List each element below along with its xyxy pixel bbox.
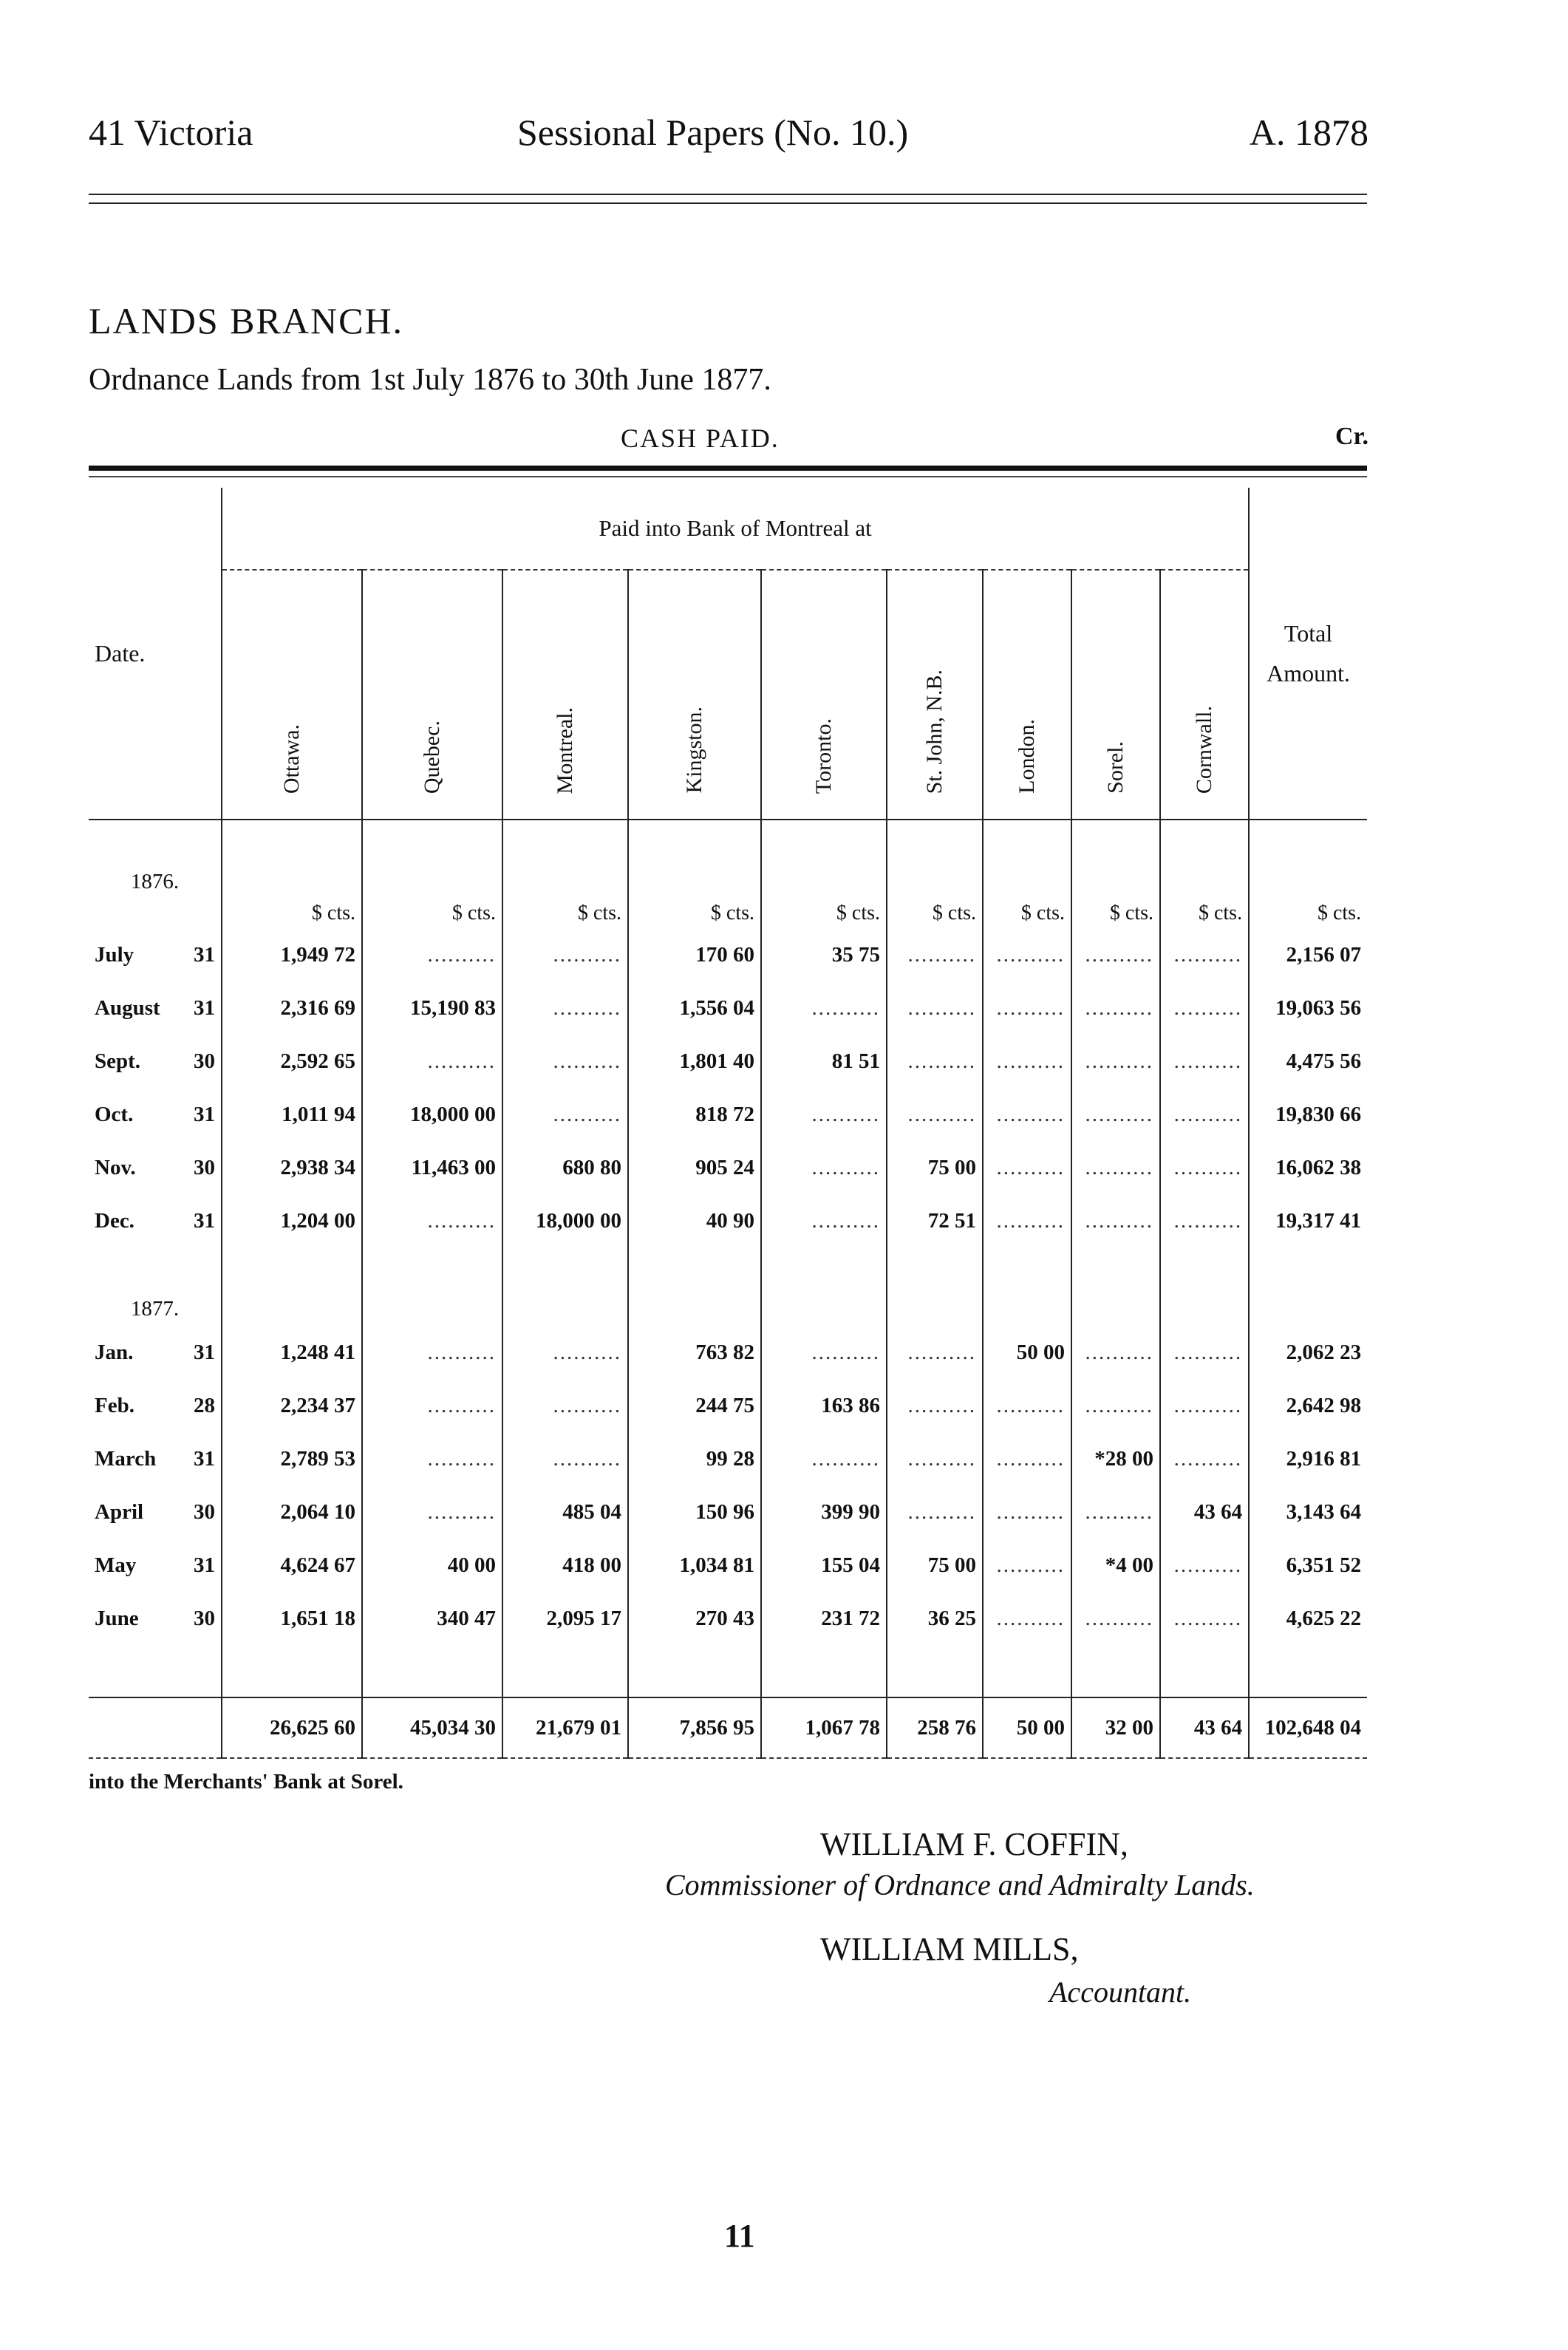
totals-row <box>89 1697 1367 1758</box>
empty-cell: .......... <box>362 1035 502 1088</box>
signature-name-1: WILLIAM F. COFFIN, <box>820 1826 1128 1862</box>
empty-cell: .......... <box>983 1432 1071 1485</box>
table-row <box>89 1592 1367 1645</box>
empty-cell: .......... <box>1071 928 1160 981</box>
row-total-cell: 2,916 81 <box>1249 1432 1367 1485</box>
amount-cell: 818 72 <box>628 1088 761 1141</box>
amount-label: Amount. <box>1267 660 1351 687</box>
empty-cell: .......... <box>502 1326 628 1379</box>
empty-cell: .......... <box>502 1432 628 1485</box>
table-row <box>89 1379 1367 1432</box>
amount-cell: *4 00 <box>1071 1539 1160 1592</box>
empty-cell: .......... <box>502 928 628 981</box>
unit-label: $ cts. <box>222 899 362 928</box>
amount-cell: 35 75 <box>761 928 887 981</box>
row-total-cell: 19,317 41 <box>1249 1194 1367 1247</box>
empty-cell: .......... <box>1160 981 1249 1035</box>
month-label: March <box>95 1446 157 1471</box>
signature-title-1: Commissioner of Ordnance and Admiralty Lands. <box>665 1868 1255 1901</box>
day-label: 30 <box>194 1155 215 1179</box>
row-total-cell: 19,063 56 <box>1249 981 1367 1035</box>
bank-kingston: Kingston. <box>682 706 706 794</box>
date-cell <box>89 1141 222 1194</box>
amount-cell: 40 00 <box>362 1539 502 1592</box>
empty-cell: .......... <box>1160 1194 1249 1247</box>
empty-cell: .......... <box>1160 928 1249 981</box>
table-row <box>89 1485 1367 1539</box>
amount-cell: 2,234 37 <box>222 1379 362 1432</box>
empty-cell: .......... <box>761 1088 887 1141</box>
month-label: August <box>95 995 160 1020</box>
month-label: Dec. <box>95 1208 134 1233</box>
row-total-cell: 2,156 07 <box>1249 928 1367 981</box>
row-total-cell: 4,475 56 <box>1249 1035 1367 1088</box>
empty-cell: .......... <box>362 1379 502 1432</box>
month-label: Feb. <box>95 1393 134 1417</box>
day-label: 30 <box>194 1049 215 1073</box>
amount-cell: 270 43 <box>628 1592 761 1645</box>
date-cell <box>89 1088 222 1141</box>
subtitle: Ordnance Lands from 1st July 1876 to 30th June 1877. <box>89 363 771 397</box>
amount-cell: 418 00 <box>502 1539 628 1592</box>
empty-cell: .......... <box>983 1539 1071 1592</box>
table-top-rule <box>89 466 1367 477</box>
bank-name-row <box>89 570 1367 819</box>
empty-cell: .......... <box>1160 1326 1249 1379</box>
empty-cell: .......... <box>362 1432 502 1485</box>
empty-cell: .......... <box>1160 1141 1249 1194</box>
date-cell <box>89 1432 222 1485</box>
branch-title: LANDS BRANCH. <box>89 300 404 341</box>
date-cell <box>89 1485 222 1539</box>
row-total-cell: 4,625 22 <box>1249 1592 1367 1645</box>
amount-cell: 50 00 <box>983 1326 1071 1379</box>
amount-cell: 2,095 17 <box>502 1592 628 1645</box>
amount-cell: 75 00 <box>887 1539 983 1592</box>
empty-cell: .......... <box>502 1088 628 1141</box>
month-label: Sept. <box>95 1049 141 1073</box>
empty-cell: .......... <box>887 1379 983 1432</box>
row-total-cell: 16,062 38 <box>1249 1141 1367 1194</box>
column-total-cell: 258 76 <box>887 1697 983 1758</box>
empty-cell: .......... <box>887 981 983 1035</box>
unit-label: $ cts. <box>362 899 502 928</box>
year-1876: 1876. <box>130 870 180 893</box>
empty-cell: .......... <box>761 981 887 1035</box>
amount-cell: 2,592 65 <box>222 1035 362 1088</box>
empty-cell: .......... <box>983 1194 1071 1247</box>
grand-total-cell: 102,648 04 <box>1249 1697 1367 1758</box>
empty-cell: .......... <box>1160 1432 1249 1485</box>
table-row <box>89 1326 1367 1379</box>
empty-cell: .......... <box>1071 981 1160 1035</box>
amount-cell: 763 82 <box>628 1326 761 1379</box>
table-row <box>89 1432 1367 1485</box>
empty-cell: .......... <box>983 1141 1071 1194</box>
unit-label: $ cts. <box>887 899 983 928</box>
empty-cell: .......... <box>1160 1088 1249 1141</box>
amount-cell: 231 72 <box>761 1592 887 1645</box>
amount-cell: 244 75 <box>628 1379 761 1432</box>
empty-cell: .......... <box>983 1379 1071 1432</box>
amount-cell: 399 90 <box>761 1485 887 1539</box>
day-label: 31 <box>194 995 215 1020</box>
amount-cell: 15,190 83 <box>362 981 502 1035</box>
empty-cell: .......... <box>1160 1379 1249 1432</box>
page-number: 11 <box>724 2218 755 2254</box>
column-total-cell: 50 00 <box>983 1697 1071 1758</box>
month-label: Jan. <box>95 1340 134 1364</box>
amount-cell: 1,248 41 <box>222 1326 362 1379</box>
amount-cell: 18,000 00 <box>502 1194 628 1247</box>
month-label: July <box>95 942 134 967</box>
bank-st-john: St. John, N.B. <box>922 669 947 794</box>
pre-total-separator <box>89 1645 1367 1697</box>
day-label: 31 <box>194 1208 215 1233</box>
date-cell <box>89 1539 222 1592</box>
empty-cell: .......... <box>1071 1141 1160 1194</box>
month-label: Nov. <box>95 1155 136 1179</box>
empty-cell: .......... <box>983 1035 1071 1088</box>
amount-cell: 2,789 53 <box>222 1432 362 1485</box>
amount-cell: 155 04 <box>761 1539 887 1592</box>
unit-label: $ cts. <box>502 899 628 928</box>
amount-cell: 485 04 <box>502 1485 628 1539</box>
empty-cell: .......... <box>887 1432 983 1485</box>
month-label: June <box>95 1606 139 1630</box>
amount-cell: 1,801 40 <box>628 1035 761 1088</box>
empty-cell: .......... <box>1071 1592 1160 1645</box>
amount-cell: 680 80 <box>502 1141 628 1194</box>
day-label: 28 <box>194 1393 215 1417</box>
footnote: into the Merchants' Bank at Sorel. <box>89 1770 403 1794</box>
day-label: 31 <box>194 1553 215 1577</box>
unit-label: $ cts. <box>761 899 887 928</box>
empty-cell: .......... <box>761 1326 887 1379</box>
bank-cornwall: Cornwall. <box>1192 705 1217 794</box>
amount-cell: 81 51 <box>761 1035 887 1088</box>
table-row <box>89 1088 1367 1141</box>
column-total-cell: 7,856 95 <box>628 1697 761 1758</box>
column-total-cell: 32 00 <box>1071 1697 1160 1758</box>
bank-london: London. <box>1015 719 1039 794</box>
amount-cell: 1,949 72 <box>222 928 362 981</box>
table-row <box>89 1194 1367 1247</box>
amount-cell: 40 90 <box>628 1194 761 1247</box>
amount-cell: 2,938 34 <box>222 1141 362 1194</box>
bank-montreal: Montreal. <box>553 706 577 794</box>
bank-quebec: Quebec. <box>420 720 444 794</box>
amount-cell: 18,000 00 <box>362 1088 502 1141</box>
date-cell <box>89 1035 222 1088</box>
table-row <box>89 1035 1367 1088</box>
unit-label: $ cts. <box>983 899 1071 928</box>
bank-toronto: Toronto. <box>811 718 836 794</box>
year-1877: 1877. <box>130 1297 180 1321</box>
empty-cell: .......... <box>983 1088 1071 1141</box>
amount-cell: 1,556 04 <box>628 981 761 1035</box>
empty-cell: .......... <box>362 1194 502 1247</box>
amount-cell: 1,204 00 <box>222 1194 362 1247</box>
bank-ottawa: Ottawa. <box>279 723 304 794</box>
month-label: May <box>95 1553 137 1577</box>
empty-cell: .......... <box>983 928 1071 981</box>
amount-cell: 2,316 69 <box>222 981 362 1035</box>
empty-cell: .......... <box>502 1035 628 1088</box>
empty-cell: .......... <box>1160 1035 1249 1088</box>
empty-cell: .......... <box>983 1485 1071 1539</box>
day-label: 31 <box>194 1446 215 1471</box>
empty-cell: .......... <box>502 1379 628 1432</box>
empty-cell: .......... <box>887 928 983 981</box>
empty-cell: .......... <box>1071 1194 1160 1247</box>
empty-cell: .......... <box>1071 1035 1160 1088</box>
amount-cell: 2,064 10 <box>222 1485 362 1539</box>
date-cell <box>89 1379 222 1432</box>
amount-cell: 170 60 <box>628 928 761 981</box>
unit-label: $ cts. <box>628 899 761 928</box>
empty-cell: .......... <box>887 1035 983 1088</box>
date-cell <box>89 928 222 981</box>
date-cell <box>89 1194 222 1247</box>
row-total-cell: 6,351 52 <box>1249 1539 1367 1592</box>
empty-cell: .......... <box>362 928 502 981</box>
amount-cell: *28 00 <box>1071 1432 1160 1485</box>
units-row <box>89 899 1367 928</box>
column-total-cell: 21,679 01 <box>502 1697 628 1758</box>
empty-cell: .......... <box>983 1592 1071 1645</box>
column-total-cell: 26,625 60 <box>222 1697 362 1758</box>
date-cell <box>89 1592 222 1645</box>
header-double-rule <box>89 194 1367 204</box>
column-total-cell: 45,034 30 <box>362 1697 502 1758</box>
totals-label-cell <box>89 1697 222 1758</box>
amount-cell: 1,651 18 <box>222 1592 362 1645</box>
table-row <box>89 981 1367 1035</box>
header-left: 41 Victoria <box>89 112 253 153</box>
paid-into-header: Paid into Bank of Montreal at <box>222 488 1249 570</box>
empty-cell: .......... <box>1160 1592 1249 1645</box>
bank-sorel: Sorel. <box>1103 741 1128 794</box>
signature-name-2: WILLIAM MILLS, <box>820 1931 1079 1967</box>
amount-cell: 905 24 <box>628 1141 761 1194</box>
unit-label: $ cts. <box>1071 899 1160 928</box>
amount-cell: 1,034 81 <box>628 1539 761 1592</box>
day-label: 30 <box>194 1499 215 1524</box>
amount-cell: 1,011 94 <box>222 1088 362 1141</box>
year-row-1876 <box>89 820 1367 899</box>
empty-cell: .......... <box>502 981 628 1035</box>
empty-cell: .......... <box>887 1326 983 1379</box>
table-row <box>89 1141 1367 1194</box>
empty-cell: .......... <box>362 1485 502 1539</box>
amount-cell: 75 00 <box>887 1141 983 1194</box>
empty-cell: .......... <box>761 1432 887 1485</box>
row-total-cell: 2,062 23 <box>1249 1326 1367 1379</box>
date-header: Date. <box>95 639 146 667</box>
amount-cell: 163 86 <box>761 1379 887 1432</box>
unit-label: $ cts. <box>1249 899 1367 928</box>
amount-cell: 11,463 00 <box>362 1141 502 1194</box>
date-cell <box>89 1326 222 1379</box>
date-cell <box>89 981 222 1035</box>
table-row <box>89 1539 1367 1592</box>
unit-label: $ cts. <box>1160 899 1249 928</box>
table-body <box>89 820 1367 1759</box>
empty-cell: .......... <box>761 1141 887 1194</box>
cash-paid-table <box>89 488 1367 1759</box>
total-label: Total <box>1284 619 1333 647</box>
amount-cell: 72 51 <box>887 1194 983 1247</box>
empty-cell: .......... <box>887 1088 983 1141</box>
cash-paid-label: CASH PAID. <box>621 423 780 453</box>
empty-cell: .......... <box>1071 1088 1160 1141</box>
amount-cell: 150 96 <box>628 1485 761 1539</box>
empty-cell: .......... <box>761 1194 887 1247</box>
day-label: 31 <box>194 1102 215 1126</box>
empty-cell: .......... <box>1160 1539 1249 1592</box>
empty-cell: .......... <box>362 1326 502 1379</box>
month-label: Oct. <box>95 1102 134 1126</box>
amount-cell: 43 64 <box>1160 1485 1249 1539</box>
row-total-cell: 3,143 64 <box>1249 1485 1367 1539</box>
empty-cell: .......... <box>1071 1379 1160 1432</box>
header-right: A. 1878 <box>1249 112 1368 153</box>
signature-title-2: Accountant. <box>1049 1975 1192 2009</box>
day-label: 31 <box>194 942 215 967</box>
column-total-cell: 1,067 78 <box>761 1697 887 1758</box>
year-row-1877 <box>89 1247 1367 1326</box>
row-total-cell: 2,642 98 <box>1249 1379 1367 1432</box>
empty-cell: .......... <box>887 1485 983 1539</box>
total-amount-header <box>1249 488 1367 819</box>
credit-label: Cr. <box>1334 423 1368 450</box>
amount-cell: 36 25 <box>887 1592 983 1645</box>
amount-cell: 4,624 67 <box>222 1539 362 1592</box>
empty-cell: .......... <box>1071 1326 1160 1379</box>
amount-cell: 99 28 <box>628 1432 761 1485</box>
month-label: April <box>95 1499 144 1524</box>
day-label: 31 <box>194 1340 215 1364</box>
day-label: 30 <box>194 1606 215 1630</box>
empty-cell: .......... <box>983 981 1071 1035</box>
column-total-cell: 43 64 <box>1160 1697 1249 1758</box>
amount-cell: 340 47 <box>362 1592 502 1645</box>
header-center: Sessional Papers (No. 10.) <box>517 112 909 153</box>
empty-cell: .......... <box>1071 1485 1160 1539</box>
row-total-cell: 19,830 66 <box>1249 1088 1367 1141</box>
table-row <box>89 928 1367 981</box>
